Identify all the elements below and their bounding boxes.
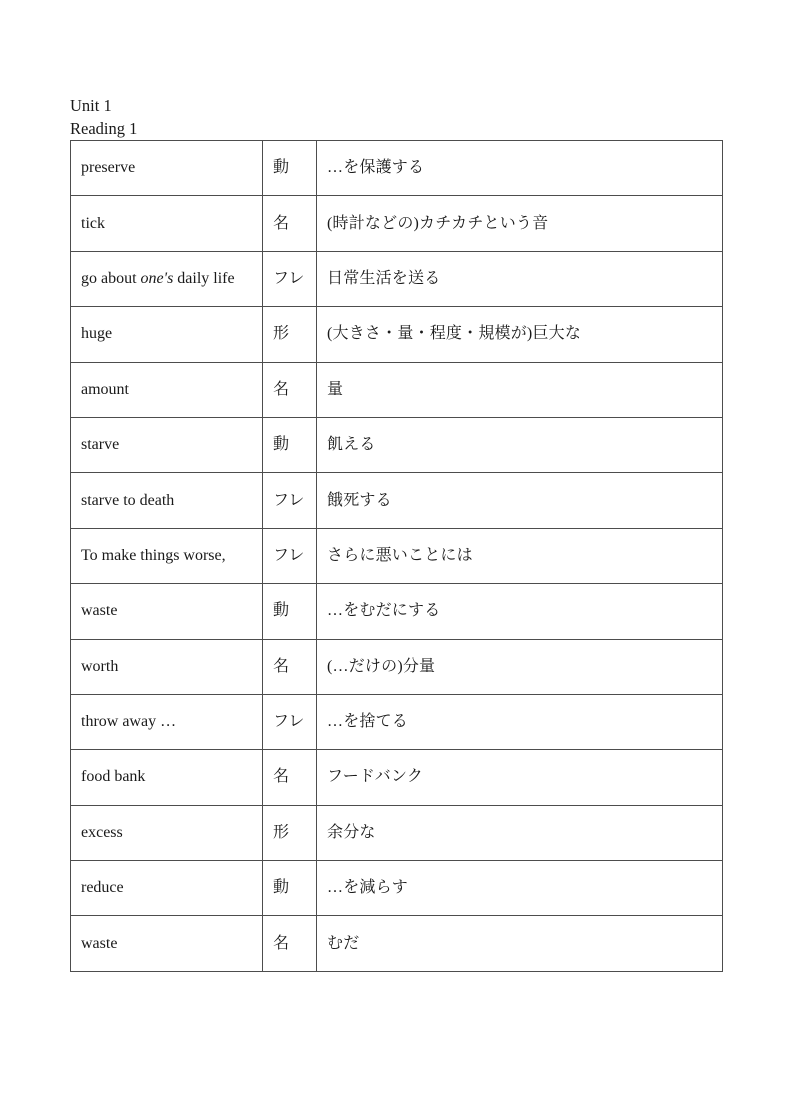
term-cell: starve to death [71,473,263,528]
term-cell: waste [71,916,263,971]
pos-cell: フレ [263,251,317,306]
table-row [71,528,723,583]
pos-cell: 動 [263,584,317,639]
table-row [71,750,723,805]
table-row [71,805,723,860]
table-row [71,307,723,362]
term-cell: To make things worse, [71,528,263,583]
meaning-cell: …を減らす [317,861,723,916]
unit-title: Unit 1 [70,96,112,115]
pos-cell: 名 [263,196,317,251]
meaning-cell: 量 [317,362,723,417]
vocab-table [70,140,723,972]
table-row [71,584,723,639]
meaning-cell: 日常生活を送る [317,251,723,306]
term-cell: worth [71,639,263,694]
meaning-cell: (大きさ・量・程度・規模が)巨大な [317,307,723,362]
term-cell: preserve [71,141,263,196]
pos-cell: 動 [263,417,317,472]
document-headings [70,94,137,140]
meaning-cell: (時計などの)カチカチという音 [317,196,723,251]
term-cell: reduce [71,861,263,916]
term-cell: food bank [71,750,263,805]
meaning-cell: …を保護する [317,141,723,196]
pos-cell: 形 [263,307,317,362]
meaning-cell: (…だけの)分量 [317,639,723,694]
meaning-cell: さらに悪いことには [317,528,723,583]
term-cell: tick [71,196,263,251]
table-row [71,694,723,749]
term-cell: huge [71,307,263,362]
pos-cell: 形 [263,805,317,860]
table-row [71,639,723,694]
pos-cell: 動 [263,861,317,916]
meaning-cell: …をむだにする [317,584,723,639]
term-cell: throw away … [71,694,263,749]
pos-cell: 動 [263,141,317,196]
pos-cell: 名 [263,916,317,971]
term-cell: starve [71,417,263,472]
table-row [71,861,723,916]
pos-cell: フレ [263,694,317,749]
pos-cell: フレ [263,473,317,528]
term-cell: go about one's daily life [71,251,263,306]
term-cell: waste [71,584,263,639]
table-row [71,141,723,196]
pos-cell: 名 [263,639,317,694]
pos-cell: 名 [263,362,317,417]
vocab-table-body [71,141,723,972]
table-row [71,362,723,417]
table-row [71,251,723,306]
table-row [71,196,723,251]
meaning-cell: 餓死する [317,473,723,528]
meaning-cell: むだ [317,916,723,971]
reading-title: Reading 1 [70,119,138,138]
pos-cell: フレ [263,528,317,583]
table-row [71,916,723,971]
meaning-cell: 飢える [317,417,723,472]
meaning-cell: フードバンク [317,750,723,805]
meaning-cell: 余分な [317,805,723,860]
table-row [71,473,723,528]
table-row [71,417,723,472]
meaning-cell: …を捨てる [317,694,723,749]
term-cell: amount [71,362,263,417]
term-cell: excess [71,805,263,860]
pos-cell: 名 [263,750,317,805]
